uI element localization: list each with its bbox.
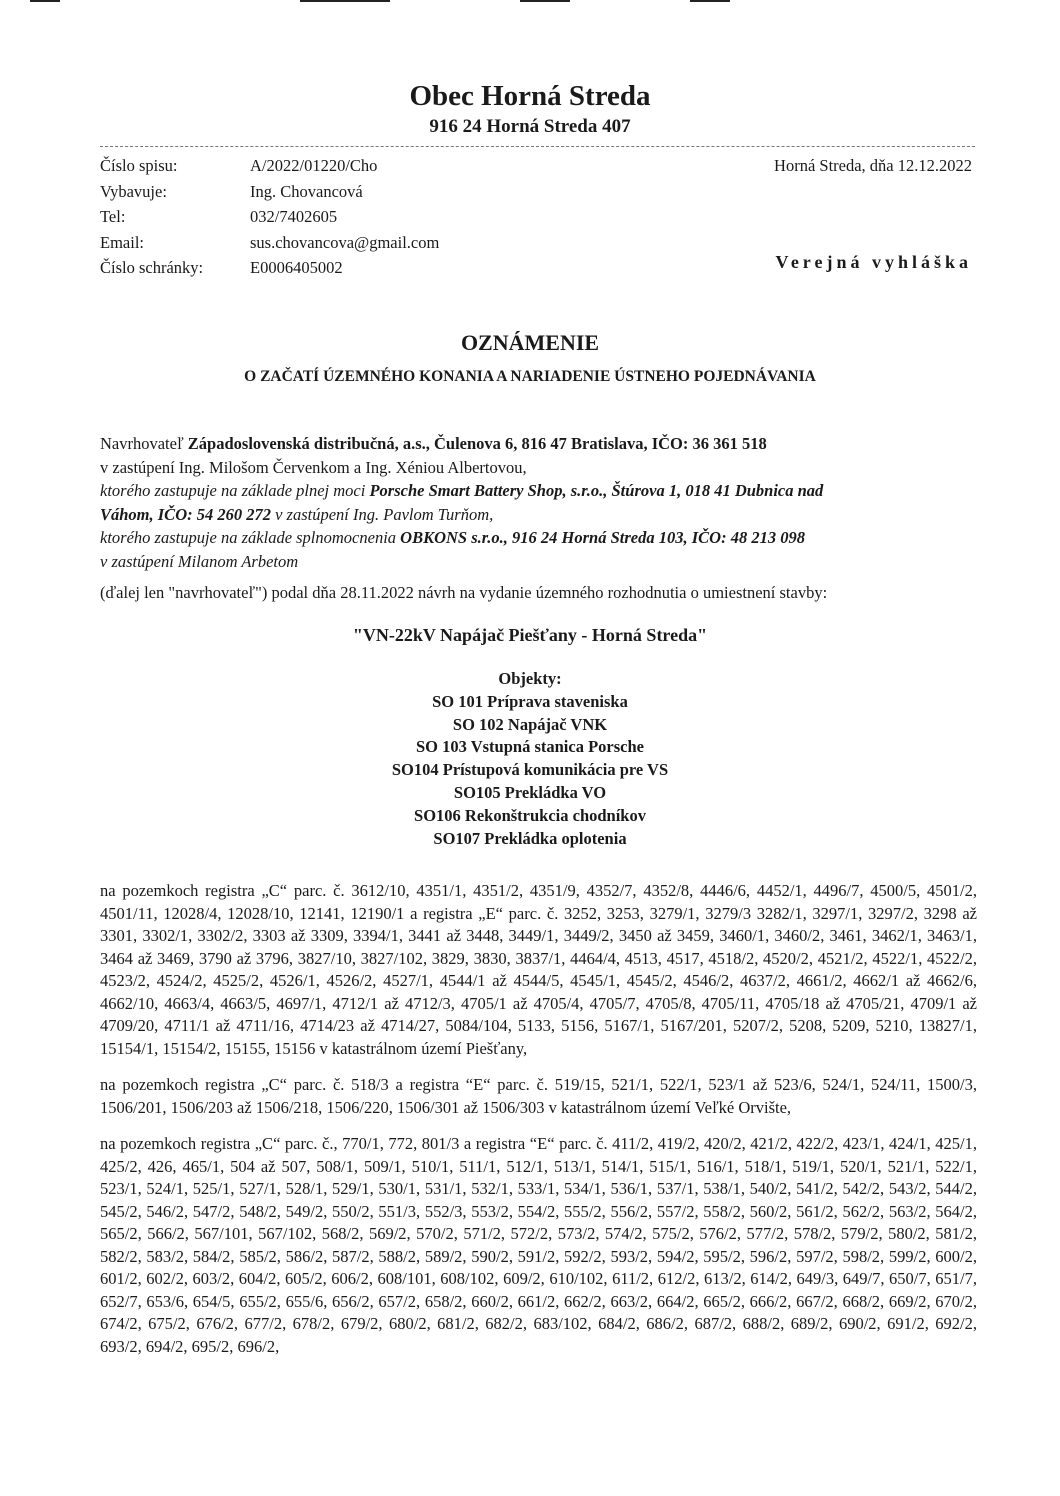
applicant-block xyxy=(100,432,975,605)
object-item: SO 102 Napájač VNK xyxy=(452,714,608,734)
meta-row xyxy=(100,204,510,230)
parcels-paragraph: na pozemkoch registra „C“ parc. č., 770/1, 772, 801/3 a registra “E“ parc. č. 411/2, 419/2, 420/2, 421/2, 422/2, 423/1, 424/1, 425/1, 425/2, 426, 465/1, 504 až 507, 508/1, 509/1, 510/1, 511/1, 512/1, 513/1, 514/1, 515/1, 516/1, 518/1, 519/1, 520/1, 521/1, 522/1, 523/1, 524/1, 525/1, 527/1, 528/1, 529/1, 530/1, 531/1, 532/1, 533/1, 534/1, 536/1, 537/1, 538/1, 540/2, 541/2, 542/2, 543/2, 544/2, 545/2, 546/2, 547/2, 548/2, 549/2, 550/2, 551/3, 552/3, 553/2, 554/2, 555/2, 556/2, 557/2, 558/2, 560/2, 561/2, 562/2, 563/2, 564/2, 565/2, 566/2, 567/101, 567/102, 568/2, 569/2, 570/2, 571/2, 572/2, 573/2, 574/2, 575/2, 576/2, 577/2, 578/2, 579/2, 580/2, 581/2, 582/2, 583/2, 584/2, 585/2, 586/2, 587/2, 588/2, 589/2, 590/2, 591/2, 592/2, 593/2, 594/2, 595/2, 596/2, 597/2, 598/2, 599/2, 600/2, 601/2, 602/2, 603/2, 604/2, 605/2, 606/2, 608/101, 608/102, 609/2, 610/102, 611/2, 612/2, 613/2, 614/2, 649/3, 649/7, 650/7, 651/7, 652/7, 653/6, 654/5, 655/2, 655/6, 656/2, 657/2, 658/2, 660/2, 661/2, 662/2, 663/2, 664/2, 665/2, 666/2, 667/2, 668/2, 669/2, 670/2, 674/2, 675/2, 676/2, 677/2, 678/2, 679/2, 680/2, 681/2, 682/2, 683/102, 684/2, 686/2, 687/2, 688/2, 689/2, 690/2, 691/2, 692/2, 693/2, 694/2, 695/2, 696/2, xyxy=(100,1134,977,1356)
subproxy-name: OBKONS s.r.o., 916 24 Horná Streda 103, IČO: 48 213 098 xyxy=(400,528,805,547)
document-date: Horná Streda, dňa 12.12.2022 xyxy=(774,156,972,175)
meta-value: A/2022/01220/Cho xyxy=(250,156,378,175)
object-item: SO106 Rekonštrukcia chodníkov xyxy=(414,805,646,825)
meta-value: sus.chovancova@gmail.com xyxy=(250,232,440,252)
header-separator xyxy=(100,146,975,147)
applicant-line xyxy=(100,503,975,527)
object-item: SO 103 Vstupná stanica Porsche xyxy=(416,737,644,757)
meta-row xyxy=(100,153,510,179)
parcels-paragraph: na pozemkoch registra „C“ parc. č. 518/3 a registra “E“ parc. č. 519/15, 521/1, 522/1, 523/1 až 523/6, 524/1, 524/11, 1500/3, 1506/201, 1506/203 až 1506/218, 1506/220, 1506/301 až 1506/303 v katastrálnom území Veľké Orvište, xyxy=(100,1075,977,1117)
scan-top-marks xyxy=(0,0,1060,10)
applicant-label: Navrhovateľ xyxy=(100,434,188,453)
proxy-text: ktorého zastupuje na základe plnej moci xyxy=(100,481,370,500)
object-item: SO104 Prístupová komunikácia pre VS xyxy=(391,760,669,780)
meta-label: Email: xyxy=(100,232,144,252)
object-item: SO 101 Príprava staveniska xyxy=(432,691,628,711)
meta-label: Tel: xyxy=(100,207,126,226)
meta-row xyxy=(100,255,510,281)
applicant-line: (ďalej len "navrhovateľ") podal dňa 28.11.2022 návrh na vydanie územného rozhodnutia o umiestnení stavby: xyxy=(100,583,828,602)
parcels-section xyxy=(100,880,977,1372)
municipality-name: Obec Horná Streda xyxy=(409,80,651,112)
applicant-line xyxy=(100,432,975,456)
meta-label: Číslo schránky: xyxy=(100,258,204,277)
municipality-address: 916 24 Horná Streda 407 xyxy=(429,116,631,137)
meta-label: Vybavuje: xyxy=(100,181,167,201)
construction-name: "VN-22kV Napájač Piešťany - Horná Streda" xyxy=(352,625,708,645)
subproxy-text: ktorého zastupuje na základe splnomocnenia xyxy=(100,528,401,547)
applicant-line: v zastúpení Milanom Arbetom xyxy=(100,551,299,571)
object-item: SO105 Prekládka VO xyxy=(453,782,607,802)
object-item: SO107 Prekládka oplotenia xyxy=(433,828,627,848)
meta-row xyxy=(100,179,510,205)
applicant-line xyxy=(100,526,975,550)
applicant-line xyxy=(100,479,975,503)
objects-list xyxy=(0,668,1060,850)
notice-type: Verejná vyhláška xyxy=(775,252,972,272)
meta-label: Číslo spisu: xyxy=(100,156,178,175)
meta-row xyxy=(100,230,510,256)
meta-value: 032/7402605 xyxy=(250,207,338,226)
objects-heading: Objekty: xyxy=(498,669,562,688)
meta-value: Ing. Chovancová xyxy=(250,181,363,201)
proxy-text: v zastúpení Ing. Pavlom Turňom, xyxy=(270,504,494,524)
proxy-name: Porsche Smart Battery Shop, s.r.o., Štúrova 1, 018 41 Dubnica nad xyxy=(369,481,824,500)
proxy-name-cont: Váhom, IČO: 54 260 272 xyxy=(100,504,271,524)
document-title: OZNÁMENIE xyxy=(460,330,600,355)
meta-value: E0006405002 xyxy=(250,258,343,277)
document-subtitle: O ZAČATÍ ÚZEMNÉHO KONANIA A NARIADENIE ÚSTNEHO POJEDNÁVANIA xyxy=(244,368,816,385)
applicant-name: Západoslovenská distribučná, a.s., Čulenova 6, 816 47 Bratislava, IČO: 36 361 518 xyxy=(187,434,767,453)
parcels-paragraph: na pozemkoch registra „C“ parc. č. 3612/10, 4351/1, 4351/2, 4351/9, 4352/7, 4352/8, 4446/6, 4452/1, 4496/7, 4500/5, 4501/2, 4501/11, 12028/4, 12028/10, 12141, 12190/1 a registra „E“ parc. č. 3252, 3253, 3279/1, 3279/3 3282/1, 3297/1, 3297/2, 3298 až 3301, 3302/1, 3302/2, 3303 až 3309, 3394/1, 3441 až 3448, 3449/1, 3449/2, 3450 až 3459, 3460/1, 3460/2, 3461, 3462/1, 3463/1, 3464 až 3469, 3790 až 3796, 3827/10, 3827/102, 3829, 3830, 3837/1, 4464/4, 4513, 4517, 4518/2, 4520/2, 4521/2, 4522/1, 4522/2, 4523/2, 4524/2, 4525/2, 4526/1, 4526/2, 4527/1, 4544/1 až 4544/5, 4545/1, 4545/2, 4546/2, 4637/2, 4661/2, 4662/1 až 4662/6, 4662/10, 4663/4, 4663/5, 4697/1, 4712/1 až 4712/3, 4705/1 až 4705/4, 4705/7, 4705/8, 4705/11, 4705/18 až 4705/21, 4709/1 až 4709/20, 4711/1 až 4711/16, 4714/23 až 4714/27, 5084/104, 5133, 5156, 5167/1, 5167/201, 5207/2, 5208, 5209, 5210, 13827/1, 15154/1, 15154/2, 15155, 15156 v katastrálnom území Piešťany, xyxy=(100,881,977,1058)
file-metadata xyxy=(100,153,510,281)
applicant-line: v zastúpení Ing. Milošom Červenkom a Ing. Xéniou Albertovou, xyxy=(100,457,527,477)
